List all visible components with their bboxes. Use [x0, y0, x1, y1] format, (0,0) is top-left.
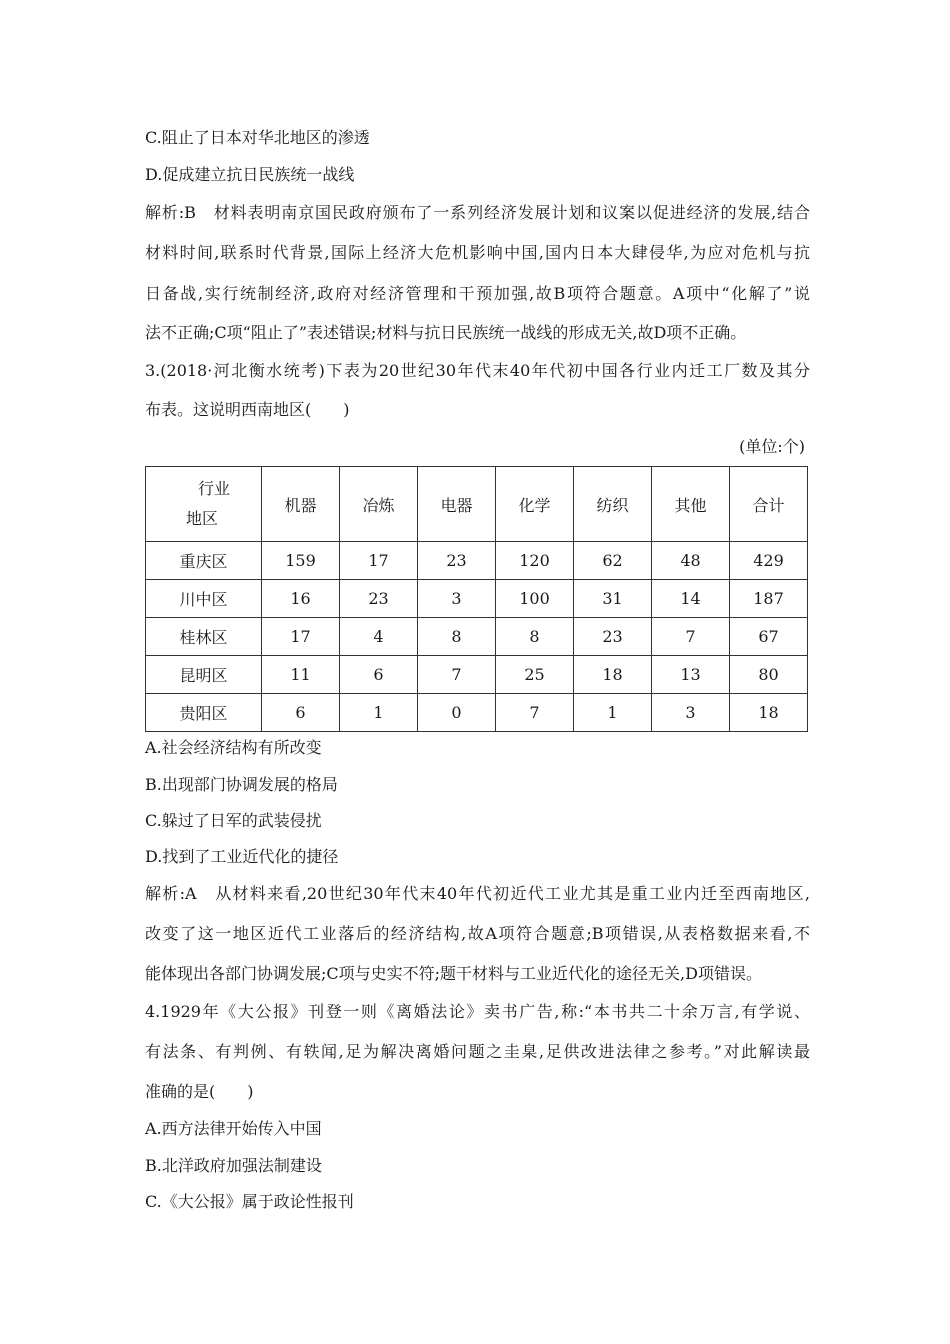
table-cell: 120 [496, 542, 574, 580]
region-cell: 桂林区 [146, 618, 262, 656]
table-unit-label: (单位:个) [739, 437, 805, 456]
table-cell: 187 [730, 580, 808, 618]
q3-analysis-line: 能体现出各部门协调发展;C项与史实不符;题干材料与工业近代化的途径无关,D项错误。 [145, 964, 762, 983]
table-cell: 7 [418, 656, 496, 694]
q2-option-d: D.促成建立抗日民族统一战线 [145, 165, 355, 184]
table-cell: 1 [340, 694, 418, 732]
column-header: 化学 [496, 467, 574, 542]
q2-analysis-line: 材料时间,联系时代背景,国际上经济大危机影响中国,国内日本大肆侵华,为应对危机与抗 [145, 243, 810, 262]
column-header: 纺织 [574, 467, 652, 542]
table-row [146, 618, 808, 656]
table-cell: 67 [730, 618, 808, 656]
q3-analysis-line: 解析:A 从材料来看,20世纪30年代末40年代初近代工业尤其是重工业内迁至西南地区, [145, 884, 810, 903]
table-cell: 8 [496, 618, 574, 656]
table-cell: 7 [652, 618, 730, 656]
q3-option-d: D.找到了工业近代化的捷径 [145, 847, 339, 866]
table-cell: 23 [418, 542, 496, 580]
region-cell: 昆明区 [146, 656, 262, 694]
q4-stem-line: 准确的是( ) [145, 1082, 254, 1101]
table-cell: 0 [418, 694, 496, 732]
table-cell: 159 [262, 542, 340, 580]
table-corner-cell [146, 467, 262, 542]
q3-stem-line: 布表。这说明西南地区( ) [145, 400, 350, 419]
table-cell: 16 [262, 580, 340, 618]
corner-region-label: 地区 [186, 509, 219, 528]
q3-stem-line: 3.(2018·河北衡水统考)下表为20世纪30年代末40年代初中国各行业内迁工厂数及其分 [145, 361, 810, 380]
table-cell: 3 [418, 580, 496, 618]
table-cell: 17 [262, 618, 340, 656]
table-cell: 31 [574, 580, 652, 618]
table-header-row [146, 467, 808, 542]
table-cell: 17 [340, 542, 418, 580]
region-cell: 川中区 [146, 580, 262, 618]
q3-option-a: A.社会经济结构有所改变 [145, 738, 322, 757]
q2-analysis-line: 法不正确;C项“阻止了”表述错误;材料与抗日民族统一战线的形成无关,故D项不正确。 [145, 323, 747, 342]
q2-analysis-line: 解析:B 材料表明南京国民政府颁布了一系列经济发展计划和议案以促进经济的发展,结合 [145, 203, 810, 222]
table-cell: 3 [652, 694, 730, 732]
table-cell: 429 [730, 542, 808, 580]
q3-option-c: C.躲过了日军的武装侵扰 [145, 811, 322, 830]
table-cell: 62 [574, 542, 652, 580]
table-cell: 4 [340, 618, 418, 656]
table-cell: 23 [340, 580, 418, 618]
table-cell: 14 [652, 580, 730, 618]
q4-option-c: C.《大公报》属于政论性报刊 [145, 1192, 354, 1211]
q2-option-c: C.阻止了日本对华北地区的渗透 [145, 128, 370, 147]
table-cell: 6 [340, 656, 418, 694]
table-cell: 80 [730, 656, 808, 694]
column-header: 冶炼 [340, 467, 418, 542]
table-cell: 6 [262, 694, 340, 732]
column-header: 其他 [652, 467, 730, 542]
column-header: 电器 [418, 467, 496, 542]
factory-relocation-table [145, 466, 808, 732]
q3-option-b: B.出现部门协调发展的格局 [145, 775, 338, 794]
column-header: 合计 [730, 467, 808, 542]
table-cell: 7 [496, 694, 574, 732]
q4-option-a: A.西方法律开始传入中国 [145, 1119, 322, 1138]
table-cell: 25 [496, 656, 574, 694]
table-cell: 13 [652, 656, 730, 694]
table-cell: 100 [496, 580, 574, 618]
table-cell: 1 [574, 694, 652, 732]
q2-analysis-line: 日备战,实行统制经济,政府对经济管理和干预加强,故B项符合题意。A项中“化解了”说 [145, 284, 810, 303]
table-row [146, 656, 808, 694]
region-cell: 重庆区 [146, 542, 262, 580]
q3-analysis-line: 改变了这一地区近代工业落后的经济结构,故A项符合题意;B项错误,从表格数据来看,不 [145, 924, 810, 943]
table-cell: 18 [730, 694, 808, 732]
q4-stem-line: 4.1929年《大公报》刊登一则《离婚法论》卖书广告,称:“本书共二十余万言,有学说、 [145, 1002, 810, 1021]
table-row [146, 542, 808, 580]
table-row [146, 580, 808, 618]
q4-option-b: B.北洋政府加强法制建设 [145, 1156, 322, 1175]
table-cell: 48 [652, 542, 730, 580]
q4-stem-line: 有法条、有判例、有轶闻,足为解决离婚问题之圭臬,足供改进法律之参考。”对此解读最 [145, 1042, 810, 1061]
region-cell: 贵阳区 [146, 694, 262, 732]
table-row [146, 694, 808, 732]
table-cell: 18 [574, 656, 652, 694]
corner-industry-label: 行业 [198, 479, 231, 498]
column-header: 机器 [262, 467, 340, 542]
table-cell: 23 [574, 618, 652, 656]
table-cell: 8 [418, 618, 496, 656]
table-cell: 11 [262, 656, 340, 694]
